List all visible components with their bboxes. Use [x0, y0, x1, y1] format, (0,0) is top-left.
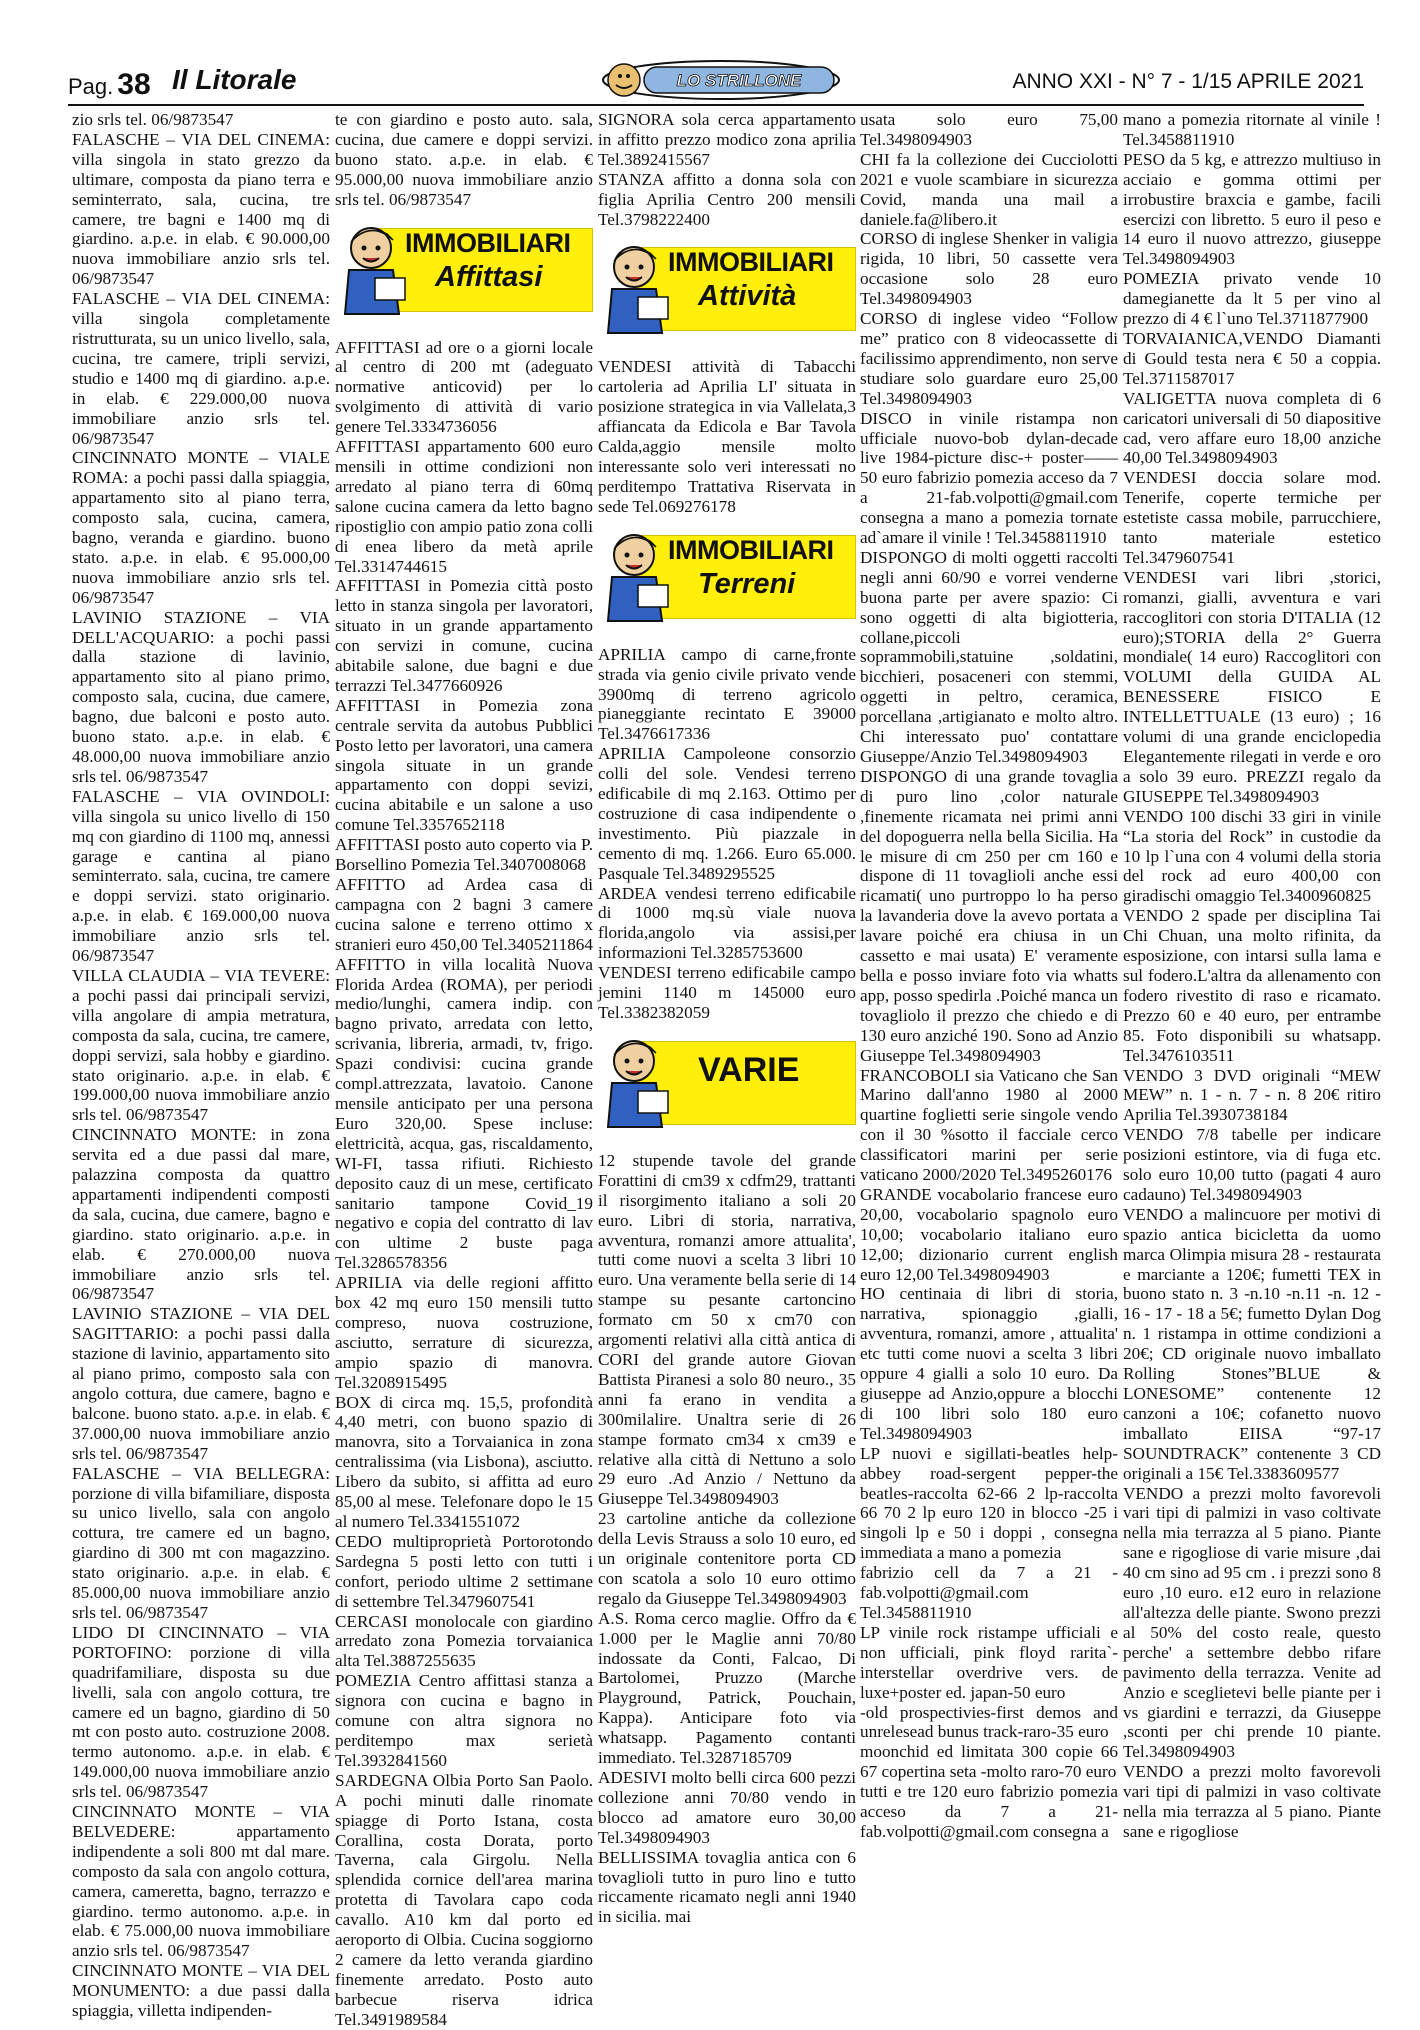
classified-ad: VENDO 2 spade per disciplina Tai Chi Chuan, una molto rifinita, da esposizione, con intarsi sulla lama e sul fodero.L'altra da allenamento con fodero rivestito di raso e ricamato. Prezzo 60 e 40 euro, per entrambe 85. Foto disponibili su whatsapp. Tel.3476103511	[1123, 906, 1381, 1065]
classified-ad: SARDEGNA Olbia Porto San Paolo. A pochi minuti dalle rinomate spiagge di Porto Istana, costa Corallina, costa Dorata, porto Taverna, cala Girgolu. Nella splendida cornice dell'area marina protetta di Tavolara capo coda cavallo. A10 km dal porto ed aeroporto di Olbia. Cucina soggiorno 2 camere da letto veranda giardino finemente arredato. Posto auto barbecue riserva idrica Tel.3491989584	[335, 1770, 593, 2029]
classified-ad: VALIGETTA nuova completa di 6 caricatori universali di 50 diapositive cad, vero affare euro 18,00 anziche 40,00 Tel.3498094903	[1123, 388, 1381, 468]
classified-ad: VENDO a prezzi molto favorevoli vari tipi di palmizi in vaso coltivate nella mia terrazza al 5 piano. Piante sane e rigogliose di varie misure ,dai 40 cm sino ad 95 cm . i prezzi sono 8 euro ,10 euro. e12 euro in relazione all'altezza delle piante. Swono prezzi al 50% del costo reale, questo perche' a settembre debbo rifare pavimento della terrazza. Venite ad Anzio e sceglietevi belle piante per i vs giardini e terrazzi, da Giuseppe ,sconti per chi prende 10 piante. Tel.3498094903	[1123, 1483, 1381, 1762]
classified-ad: DISPONGO di una grande tovaglia di puro lino ,color naturale ,finemente ricamata nei primi anni del dopoguerra nella bella Sicilia. Ha le misure di cm 250 per cm 160 e dispone di 11 tovaglioli anche essi ricamati( uno purtroppo lo ha perso la lavanderia dove la avevo portata a lavare poiché era chiusa in un cassetto e mai usata) E' veramente bella e posso inviare foto via whatts app, posso spedirla .Poiché manca un tovagliolo il prezzo che chiedo e di 130 euro anziché 190. Sono ad Anzio Giuseppe Tel.3498094903	[860, 766, 1118, 1065]
classified-ad: HO centinaia di libri di storia, narrativa, spionaggio ,gialli, avventura, romanzi, amore , attualita' etc tutti come nuovi a scelta 3 libri oppure 4 gialli a solo 10 euro. Da giuseppe ad Anzio,oppure a blocchi di 100 libri solo 180 euro Tel.3498094903	[860, 1284, 1118, 1443]
classified-ad: VENDO a malincuore per motivi di spazio antica bicicletta da uomo marca Olimpia misura 28 - restaurata e marciante a 120€; fumetti TEX in buono stato n. 3 -n.10 -n.11 -n. 12 - 16 - 17 - 18 a 5€; fumetto Dylan Dog n. 1 ristampa in ottime condizioni a 20€; CD originale nuovo imballato Rolling Stones”BLUE & LONESOME” contenente 12 canzoni a 10€; cofanetto nuovo imballato EIISA “97-17 SOUNDTRACK” contenente 3 CD originali a 15€ Tel.3383609577	[1123, 1204, 1381, 1483]
classified-ad: FALASCHE – VIA BELLEGRA: porzione di villa bifamiliare, disposta su unico livello, sala con angolo cottura, tre camere ed un bagno, giardino di 300 mt con magazzino. stato originario. a.p.e. in elab. € 85.000,00 nuova immobiliare anzio srls tel. 06/9873547	[72, 1463, 330, 1622]
classified-ad: VENDESI vari libri ,storici, romanzi, gialli, avventura e vari raccoglitori con storia D'ITALIA (12 euro);STORIA della 2° Guerra mondiale( 14 euro) Raccoglitori con VOLUMI della GUIDA AL BENESSERE FISICO E INTELLETTUALE (13 euro) ; 16 volumi di una grande enciclopedia Elegantemente rilegati in verde e oro a solo 39 euro. PREZZI regalo da GIUSEPPE Tel.3498094903	[1123, 567, 1381, 806]
classified-ad: VENDESI doccia solare mod. Tenerife, coperte termiche per estetiste cassa mobile, parrucchiere, tanto materiale estetico Tel.3479607541	[1123, 468, 1381, 567]
classified-ad: 23 cartoline antiche da collezione della Levis Strauss a solo 10 euro, ed un originale contenitore porta CD con scatola a solo 10 euro ottimo regalo da Giuseppe Tel.3498094903	[598, 1509, 856, 1608]
column-4	[860, 110, 1118, 1842]
newsboy-mascot-icon	[598, 1031, 676, 1135]
page-number: Pag. 38	[68, 68, 151, 101]
classified-ad: AFFITTASI in Pomezia città posto letto in stanza singola per lavoratori, situato in un grande appartamento con servizi in comune, cucina abitabile salone, due bagni e due terrazzi Tel.3477660926	[335, 576, 593, 695]
classified-ad: ARDEA vendesi terreno edificabile di 1000 mq.sù viale nuova florida,angolo via assisi,per informazioni Tel.3285753600	[598, 883, 856, 963]
classified-ad: FALASCHE – VIA OVINDOLI: villa singola su unico livello di 150 mq con giardino di 1100 mq, annessi garage e cantina al piano seminterrato. sala, cucina, tre camere e doppi servizi. stato originario. a.p.e. in elab. € 169.000,00 nuova immobiliare anzio srls tel. 06/9873547	[72, 786, 330, 966]
newsboy-mascot-icon	[598, 237, 676, 341]
classified-ad: LP vinile rock ristampe ufficiali e non ufficiali, pink floyd rarita`-interstellar overdrive vers. de luxe+poster ed. japan-50 euro	[860, 1622, 1118, 1702]
classified-ad: mano a pomezia ritornate al vinile ! Tel.3458811910	[1123, 110, 1381, 149]
newsboy-mascot-icon	[335, 218, 413, 322]
classified-ad: CINCINNATO MONTE – VIA BELVEDERE: appartamento indipendente a soli 800 mt dal mare. composto da sala con angolo cottura, camera, cameretta, bagno, terrazzo e giardino. termo autonomo. a.p.e. in elab. € 75.000,00 nuova immobiliare anzio srls tel. 06/9873547	[72, 1802, 330, 1961]
classified-ad: LP nuovi e sigillati-beatles help-abbey road-sergent pepper-the beatles-raccolta 62-66 2 lp-raccolta 66 70 2 lp euro 120 in blocco -25 i singoli lp e 50 i doppi , consegna immediata a mano a pomezia	[860, 1443, 1118, 1563]
classified-ad: AFFITTASI appartamento 600 euro mensili in ottime condizioni non arredato al piano terra di 60mq salone cucina camera da letto bagno ripostiglio con ampio patio zona colli di enea libero da metà aprile Tel.3314744615	[335, 437, 593, 576]
classified-ad: POMEZIA Centro affittasi stanza a signora con cucina e bagno in comune con altra signora no perditempo max serietà Tel.3932841560	[335, 1671, 593, 1770]
classified-ad: fabrizio cell da 7 a 21 -fab.volpotti@gmail.com Tel.3458811910	[860, 1563, 1118, 1622]
classified-ad: LAVINIO STAZIONE – VIA DELL'ACQUARIO: a pochi passi dalla stazione di lavinio, appartamento sito al piano primo, composto sala, cucina, due camere, bagno, due balconi e posto auto. buono stato. a.p.e. in elab. € 48.000,00 nuova immobiliare anzio srls tel. 06/9873547	[72, 607, 330, 786]
banner-immobiliari-affittasi: IMMOBILIARI Affittasi	[335, 218, 593, 326]
classified-ad: BELLISSIMA tovaglia antica con 6 tovaglioli tutto in puro lino e tutto riccamente ricamato negli anni 1940 in sicilia. mai	[598, 1847, 856, 1927]
column-2	[335, 110, 593, 2030]
classified-ad: CERCASI monolocale con giardino arredato zona Pomezia torvaianica alta Tel.3887255635	[335, 1611, 593, 1671]
newsboy-mascot-icon	[598, 525, 676, 629]
classified-ad: CINCINNATO MONTE: in zona servita ed a due passi dal mare, palazzina composta da quattro appartamenti indipendenti composti da sala, cucina, due camere, bagno e giardino. stato originario. a.p.e. in elab. € 270.000,00 nuova immobiliare anzio srls tel. 06/9873547	[72, 1125, 330, 1304]
classified-ad: LAVINIO STAZIONE – VIA DEL SAGITTARIO: a pochi passi dalla stazione di lavinio, appartamento sito al piano primo, composto sala con angolo cottura, due camere, bagno e balcone. buono stato. a.p.e. in elab. € 37.000,00 nuova immobiliare anzio srls tel. 06/9873547	[72, 1304, 330, 1463]
classified-ad: VENDO 7/8 tabelle per indicare posizioni estintore, via di fuga etc. solo euro 10,00 tutto (pagati 4 auro cadauno) Tel.3498094903	[1123, 1125, 1381, 1204]
classified-ad: VILLA CLAUDIA – VIA TEVERE: a pochi passi dai principali servizi, villa angolare di ampia metratura, composta da sala, cucina, tre camere, doppi servizi, sala hobby e giardino. stato originario. a.p.e. in elab. € 199.000,00 nuova immobiliare anzio srls tel. 06/9873547	[72, 965, 330, 1125]
classified-ad: VENDO 3 DVD originali “MEW MEW” n. 1 - n. 7 - n. 8 20€ ritiro Aprilia Tel.3930738184	[1123, 1065, 1381, 1125]
classified-ad: CORSO di inglese Shenker in valigia rigida, 10 libri, 50 cassette vera occasione solo 28 euro Tel.3498094903	[860, 229, 1118, 309]
classified-ad: CINCINNATO MONTE – VIA DEL MONUMENTO: a due passi dalla spiaggia, villetta indipenden-	[72, 1961, 330, 2021]
lo-strillone-logo	[596, 58, 846, 102]
classified-ad: AFFITTO ad Ardea casa di campagna con 2 bagni 3 camere cucina salone e terreno ottimo x stranieri euro 450,00 Tel.3405211864	[335, 875, 593, 954]
classified-ad: A.S. Roma cerco maglie. Offro da € 1.000 per le Maglie anni 70/80 indossate da Conti, Falcao, Di Bartolomei, Pruzzo (Marche Playground, Patrick, Pouchain, Kappa). Anticipare foto via whatsapp. Pagamento contanti immediato. Tel.3287185709	[598, 1608, 856, 1768]
classified-ad: BOX di circa mq. 15,5, profondità 4,40 metri, con buono spazio di manovra, sito a Torvaianica in zona centralissima (via Lisbona), asciutto. Libero da subito, si affitta ad euro 85,00 al mese. Telefonare dopo le 15 al numero Tel.3341551072	[335, 1392, 593, 1531]
classified-ad: -old prospectivies-first demos and unrelesead bunus track-raro-35 euro	[860, 1702, 1118, 1742]
column-1	[72, 110, 330, 2021]
classified-ad: STANZA affitto a donna sola con figlia Aprilia Centro 200 mensili Tel.3798222400	[598, 169, 856, 229]
classified-ad: CHI fa la collezione dei Cucciolotti 2021 e vuole scambiare in sicurezza Covid, manda una mail a daniele.fa@libero.it	[860, 149, 1118, 229]
header-rule	[68, 104, 1364, 106]
classified-ad: moonchid ed limitata 300 copie 66 67 copertina seta -molto raro-70 euro	[860, 1742, 1118, 1782]
classified-ad: GRANDE vocabolario francese euro 20,00, vocabolario spagnolo euro 10,00; vocabolario italiano euro 12,00; dizionario current english euro 12,00 Tel.3498094903	[860, 1184, 1118, 1284]
classified-ad: AFFITTASI posto auto coperto via P. Borsellino Pomezia Tel.3407008068	[335, 835, 593, 875]
classified-ad: zio srls tel. 06/9873547	[72, 110, 234, 129]
classified-ad: AFFITTASI ad ore o a giorni locale al centro di 200 mt (adeguato normative anticovid) per lo svolgimento di attività di vario genere Tel.3334736056	[335, 337, 593, 437]
banner-immobiliari-terreni: IMMOBILIARI Terreni	[598, 525, 856, 633]
classified-ad: POMEZIA privato vende 10 damegianette da lt 5 per vino al prezzo di 4 € l`uno Tel.3711877900	[1123, 269, 1381, 329]
classified-ad: CINCINNATO MONTE – VIALE ROMA: a pochi passi dalla spiaggia, appartamento sito al piano terra, composto sala, cucina, camera, bagno, veranda e giardino. buono stato. a.p.e. in elab. € 95.000,00 nuova immobiliare anzio srls tel. 06/9873547	[72, 448, 330, 607]
classified-ad: ADESIVI molto belli circa 600 pezzi collezione anni 70/80 vendo in blocco ad amatore euro 30,00 Tel.3498094903	[598, 1768, 856, 1847]
classified-ad: 12 stupende tavole del grande Forattini di cm39 x cdfm29, trattanti il risorgimento italiano a soli 20 euro. Libri di storia, narrativa, avventura, romanzi amore attualita', tutti come nuovi a scelta 3 libri 10 euro. Una veramente bella serie di 14 stampe su pesante cartoncino formato cm 50 x cm70 con argomenti relativi alla città antica di CORI del grande autore Giovan Battista Piranesi a solo 80 neuro., 35 anni fa erano in vendita a 300milalire. Unaltra serie di 26 stampe formato cm34 x cm39 e relative alla città di Nettuno a solo 29 euro .Ad Anzio / Nettuno da Giuseppe Tel.3498094903	[598, 1150, 856, 1509]
classified-ad: FALASCHE – VIA DEL CINEMA: villa singola in stato grezzo da ultimare, composta da piano terra e seminterrato, sala, cucina, tre camere, tre bagni e 1400 mq di giardino. a.p.e. in elab. € 90.000,00 nuova immobiliare anzio srls tel. 06/9873547	[72, 129, 330, 289]
classified-ad: PESO da 5 kg, e attrezzo multiuso in acciaio e gomma ottimi per irrobustire braxcia e gambe, facili esercizi con libretto. 5 euro il peso e 14 euro il nuovo attrezzo, giuseppe Tel.3498094903	[1123, 149, 1381, 269]
classified-ad: usata solo euro 75,00 Tel.3498094903	[860, 110, 1118, 149]
column-3	[598, 110, 856, 1927]
classified-ad: SIGNORA sola cerca appartamento in affitto prezzo modico zona aprilia Tel.3892415567	[598, 110, 856, 169]
classified-ad: VENDESI attività di Tabacchi cartoleria ad Aprilia LI' situata in posizione strategica in via Vallelata,3 affiancata da Edicola e Bar Tavola Calda,aggio mensile molto interessante solo veri interessati no perditempo Trattativa Riservata in sede Tel.069276178	[598, 357, 856, 516]
classified-ad: DISPONGO di molti oggetti raccolti negli anni 60/90 e vorrei venderne buona parte per avere spazio: Ci sono oggetti di alta bigiotteria, collane,piccoli soprammobili,statuine ,soldatini, bicchieri, posaceneri con stemmi, oggetti in peltro, ceramica, porcellana ,artigianato e molto altro. Chi interessato puo' contattare Giuseppe/Anzio Tel.3498094903	[860, 547, 1118, 766]
classified-ad: tutti e tre 120 euro fabrizio pomezia acceso da 7 a 21-fab.volpotti@gmail.com consegna a	[860, 1782, 1118, 1841]
classified-ad: DISCO in vinile ristampa non ufficiale nuovo-bob dylan-decade live 1984-picture disc-+ poster——50 euro fabrizio pomezia acceso da 7 a 21-fab.volpotti@gmail.com consegna a mano a pomezia tornate ad`amare il vinile ! Tel.3458811910	[860, 408, 1118, 548]
classified-ad: AFFITTASI in Pomezia zona centrale servita da autobus Pubblici Posto letto per lavoratori, una camera singola situate in un grande appartamento con doppi sevizi, cucina abitabile e un salone a uso comune Tel.3357652118	[335, 695, 593, 835]
classified-ad: VENDESI terreno edificabile campo jemini 1140 m 145000 euro Tel.3382382059	[598, 963, 856, 1022]
classified-ad: APRILIA via delle regioni affitto box 42 mq euro 150 mensili tutto compreso, nuova costruzione, asciutto, serrature di sicurezza, ampio spazio di manovra. Tel.3208915495	[335, 1273, 593, 1392]
issue-info: ANNO XXI - N° 7 - 1/15 APRILE 2021	[1012, 70, 1364, 93]
classified-ad: TORVAIANICA,VENDO Diamanti di Gould testa nera € 50 a coppia. Tel.3711587017	[1123, 328, 1381, 388]
classified-ad: CEDO multiproprietà Portorotondo Sardegna 5 posti letto con tutti i confort, periodo ultime 2 settimane di settembre Tel.3479607541	[335, 1531, 593, 1611]
classified-ad: VENDO a prezzi molto favorevoli vari tipi di palmizi in vaso coltivate nella mia terrazza al 5 piano. Piante sane e rigogliose	[1123, 1762, 1381, 1841]
classified-ad: FALASCHE – VIA DEL CINEMA: villa singola completamente ristrutturata, su un unico livello, sala, cucina, tre camere, tripli servizi, studio e 1400 mq di giardino. a.p.e. in elab. € 229.000,00 nuova immobiliare anzio srls tel. 06/9873547	[72, 289, 330, 448]
classified-ad: APRILIA campo di carne,fronte strada via genio civile privato vende 3900mq di terreno agricolo pianeggiante recintato E 39000 Tel.3476617336	[598, 644, 856, 744]
classified-ad: AFFITTO in villa località Nuova Florida Ardea (ROMA), per periodi medio/lunghi, camera indip. con bagno privato, arredata con letto, scrivania, libreria, armadi, tv, frigo. Spazi condivisi: cucina grande compl.attrezzata, lavatoio. Canone mensile anticipato per una persona Euro 320,00. Spese incluse: elettricità, acqua, gas, riscaldamento, WI-FI, tassa rifiuti. Richiesto deposito cauz di un mese, certificato sanitario tampone Covid_19 negativo e copia del contratto di lav con ultime 2 buste paga Tel.3286578356	[335, 954, 593, 1273]
classified-ad: VENDO 100 dischi 33 giri in vinile “La storia del Rock” in custodie da 10 lp l`una con 4 volumi della storia del rock ad euro 400,00 con giradischi omaggio Tel.3400960825	[1123, 806, 1381, 906]
classified-ad: APRILIA Campoleone consorzio colli del sole. Vendesi terreno edificabile di mq 2.163. Ottimo per costruzione di casa indipendente o investimento. Più piazzale in cemento di mq. 1.266. Euro 65.000. Pasquale Tel.3489295525	[598, 744, 856, 883]
column-5	[1123, 110, 1381, 1842]
newspaper-name: Il Litorale	[172, 64, 297, 95]
svg-text:LO STRILLONE: LO STRILLONE	[676, 71, 802, 90]
page-header	[68, 62, 1364, 100]
banner-varie: VARIE	[598, 1031, 856, 1139]
classified-ad: LIDO DI CINCINNATO – VIA PORTOFINO: porzione di villa quadrifamiliare, disposta su due livelli, sala con angolo cottura, tre camere ed un bagno, giardino di 50 mt con posto auto. costruzione 2008. termo autonomo. a.p.e. in elab. € 149.000,00 nuova immobiliare anzio srls tel. 06/9873547	[72, 1622, 330, 1802]
classified-ad: te con giardino e posto auto. sala, cucina, due camere e doppi servizi. buono stato. a.p.e. in elab. € 95.000,00 nuova immobiliare anzio srls tel. 06/9873547	[335, 110, 593, 209]
classified-ad: FRANCOBOLI sia Vaticano che San Marino dall'anno 1980 al 2000 quartine foglietti serie singole vendo con il 30 %sotto il facciale cerco classificatori marini per serie vaticano 2000/2020 Tel.3495260176	[860, 1065, 1118, 1185]
banner-immobiliari-attivita: IMMOBILIARI Attività	[598, 237, 856, 345]
classified-ad: CORSO di inglese video “Follow me” pratico con 8 videocassette di facilissimo apprendimento, non serve studiare solo guardare euro 25,00 Tel.3498094903	[860, 309, 1118, 408]
